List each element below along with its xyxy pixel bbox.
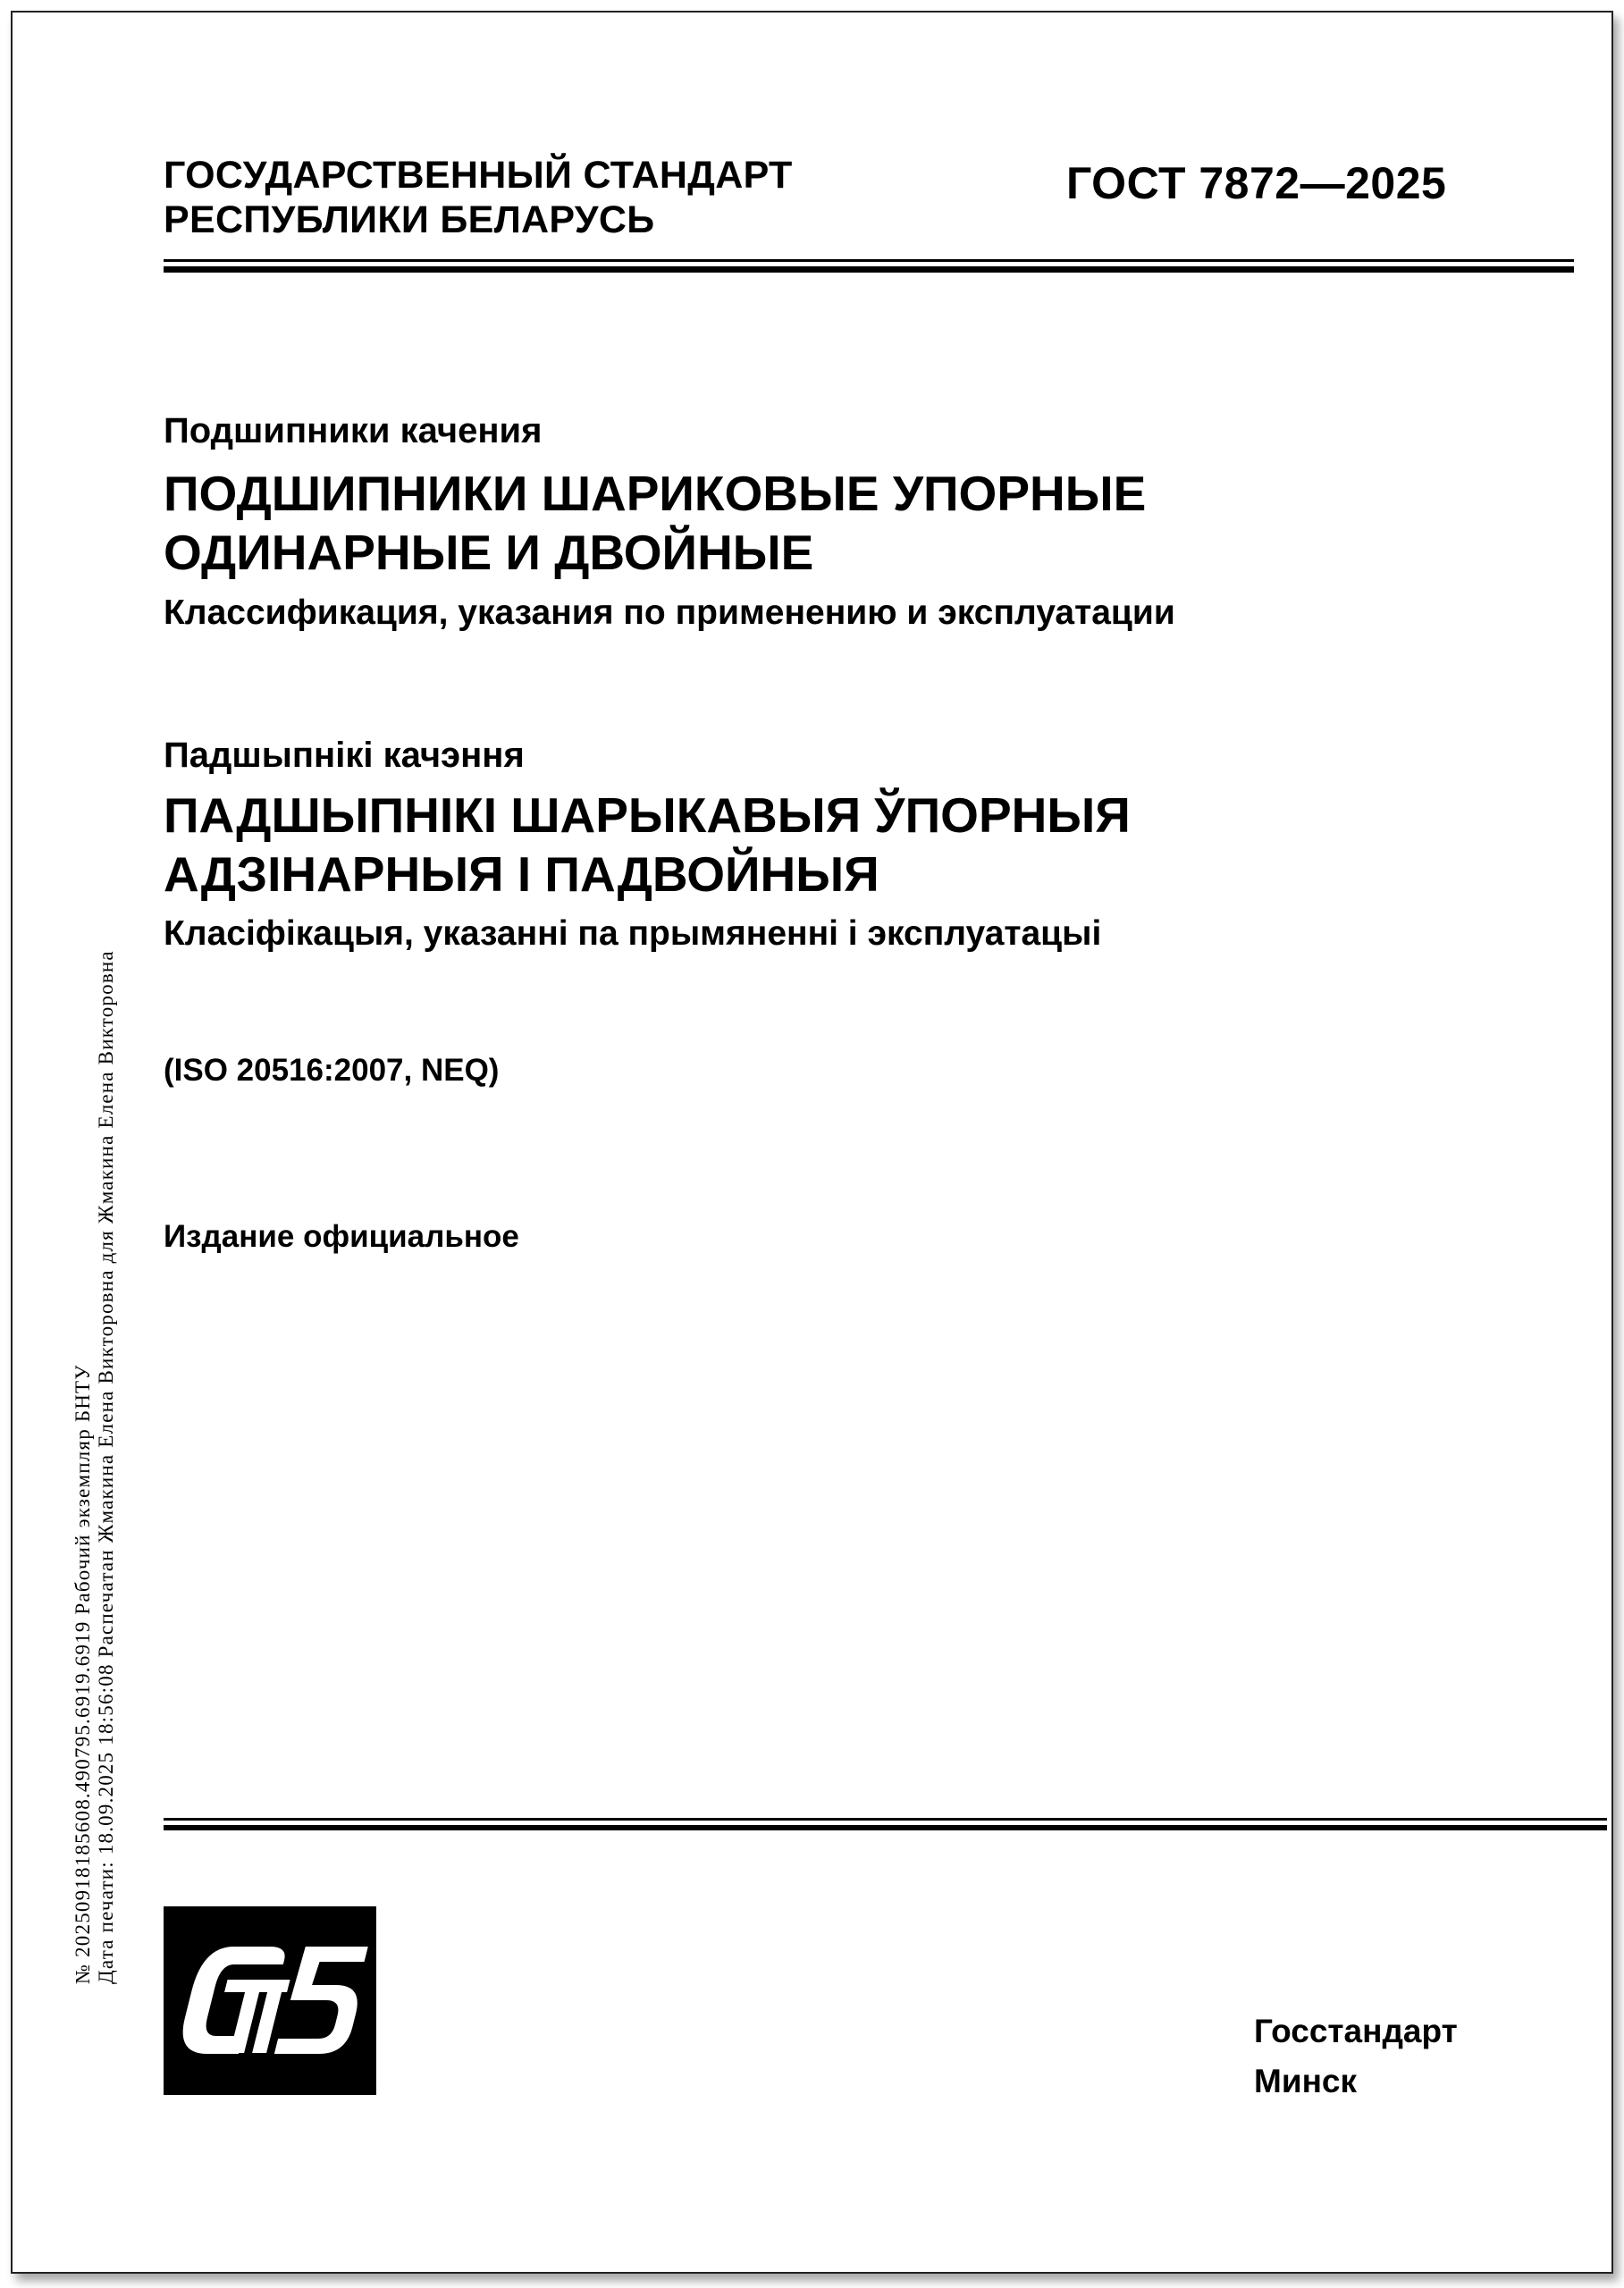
side-print-note xyxy=(72,950,118,1984)
title-by-group: Падшыпнікі качэння xyxy=(164,736,525,775)
header-rule-thick xyxy=(164,266,1574,273)
side-print-note-line2: Дата печати: 18.09.2025 18:56:08 Распечатан Жмакина Елена Викторовна для Жмакина Елена Викторовна xyxy=(95,950,117,1984)
standard-type-line1: ГОСУДАРСТВЕННЫЙ СТАНДАРТ xyxy=(164,154,793,197)
publisher-city: Минск xyxy=(1254,2063,1358,2099)
title-by-subtitle: Класіфікацыя, указанні па прымяненні і эксплуатацыі xyxy=(164,914,1102,953)
iso-reference: (ISO 20516:2007, NEQ) xyxy=(164,1053,500,1088)
standard-type-line2: РЕСПУБЛИКИ БЕЛАРУСЬ xyxy=(164,198,655,241)
title-ru-subtitle: Классификация, указания по применению и эксплуатации xyxy=(164,593,1175,632)
title-by-main-line1: ПАДШЫПНІКІ ШАРЫКАВЫЯ ЎПОРНЫЯ xyxy=(164,787,1131,843)
edition-note: Издание официальное xyxy=(164,1219,519,1254)
title-by-main-line2: АДЗІНАРНЫЯ І ПАДВОЙНЫЯ xyxy=(164,846,879,902)
footer-rule-thick xyxy=(164,1825,1607,1830)
standard-designation: ГОСТ 7872—2025 xyxy=(1066,158,1447,208)
title-ru-main-line1: ПОДШИПНИКИ ШАРИКОВЫЕ УПОРНЫЕ xyxy=(164,466,1147,521)
footer-rule-thin xyxy=(164,1818,1607,1821)
stb-logo-graphic xyxy=(164,1906,376,2095)
header-rule-thin xyxy=(164,259,1574,262)
publisher-name: Госстандарт xyxy=(1254,2013,1458,2049)
side-print-note-line1: № 20250918185608.490795.6919.6919 Рабочий экземпляр БНТУ xyxy=(72,1364,94,1984)
title-ru-main-line2: ОДИНАРНЫЕ И ДВОЙНЫЕ xyxy=(164,525,814,580)
gosstandart-logo-icon xyxy=(164,1906,376,2095)
title-ru-group: Подшипники качения xyxy=(164,411,543,450)
